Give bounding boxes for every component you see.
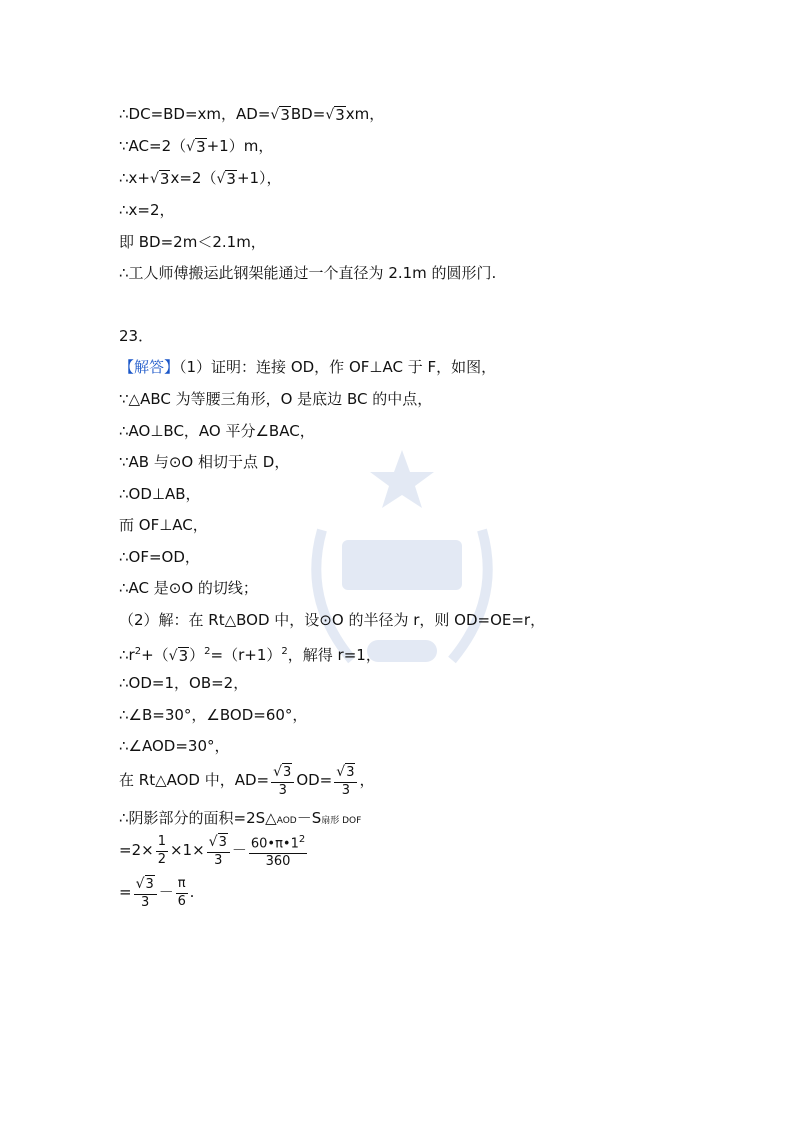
answer-line-3: ∴AO⊥BC，AO 平分∠BAC， (119, 422, 315, 440)
fraction-sqrt3-over-3: √ 3 3 (134, 875, 157, 911)
fraction-sqrt3-over-3: √ 3 3 (271, 763, 294, 799)
fraction-sqrt3-over-3: √ 3 3 (207, 833, 230, 869)
answer-line-1: 【解答】（1）证明：连接 OD，作 OF⊥AC 于 F，如图， (119, 358, 497, 376)
fraction-one-half: $\frac{1}{2}$ (157, 834, 166, 867)
answer-line-9: （2）解：在 Rt△BOD 中，设⊙O 的半径为 r，则 OD=OE=r， (119, 611, 546, 629)
answer-tag: 【解答】 (119, 358, 180, 376)
answer-line-13: ∴∠AOD=30°， (119, 737, 230, 755)
answer-line-15: ∴阴影部分的面积=2S△AOD－S扇形 DOF (119, 809, 362, 827)
solution-line-6: ∴工人师傅搬运此钢架能通过一个直径为 2.1m 的圆形门. (119, 264, 497, 282)
answer-line-5: ∴OD⊥AB， (119, 485, 201, 503)
question-number: 23． (119, 327, 154, 345)
answer-line-14: 在 Rt△AOD 中，AD= √ 3 3 OD= √ 3 3 ， (119, 763, 375, 798)
answer-line-16: =2× $\frac{1}{2}$ ×1× √ 3 3 － $\frac{60•\pi•1^2}{360}$ (119, 830, 309, 870)
sqrt-3: √ 3 (325, 106, 345, 124)
fraction-sector-area: $\frac{60•\pi•1^2}{360}$ (249, 831, 307, 870)
solution-line-3: ∴x+ √ 3 x=2（ √ 3 +1）， (119, 169, 282, 188)
fraction-pi-over-6: $\frac{\pi}{6}$ (177, 876, 186, 909)
answer-line-7: ∴OF=OD， (119, 548, 200, 566)
answer-line-4: ∵AB 与⊙O 相切于点 D， (119, 453, 290, 471)
answer-line-2: ∵△ABC 为等腰三角形，O 是底边 BC 的中点， (119, 390, 433, 408)
solution-line-2: ∵AC=2（ √ 3 +1）m， (119, 137, 274, 156)
fraction-sqrt3-over-3: √ 3 3 (334, 763, 357, 799)
solution-line-4: ∴x=2， (119, 201, 175, 219)
sqrt-3: √ 3 (270, 106, 290, 124)
answer-line-17: = √ 3 3 － $\frac{\pi}{6}$ . (119, 875, 195, 910)
answer-line-11: ∴OD=1，OB=2， (119, 674, 249, 692)
solution-line-5: 即 BD=2m＜2.1m， (119, 233, 266, 251)
answer-line-8: ∴AC 是⊙O 的切线； (119, 579, 258, 597)
answer-line-6: 而 OF⊥AC， (119, 516, 208, 534)
solution-line-1: ∴DC=BD=xm，AD= √ 3 BD= √ 3 xm， (119, 105, 385, 124)
answer-line-10: $\therefore r^2+$（ √ 3 ）$^2=(r+1)^2$，解得 r=1， (119, 646, 381, 665)
answer-line-12: ∴∠B=30°，∠BOD=60°， (119, 706, 308, 724)
